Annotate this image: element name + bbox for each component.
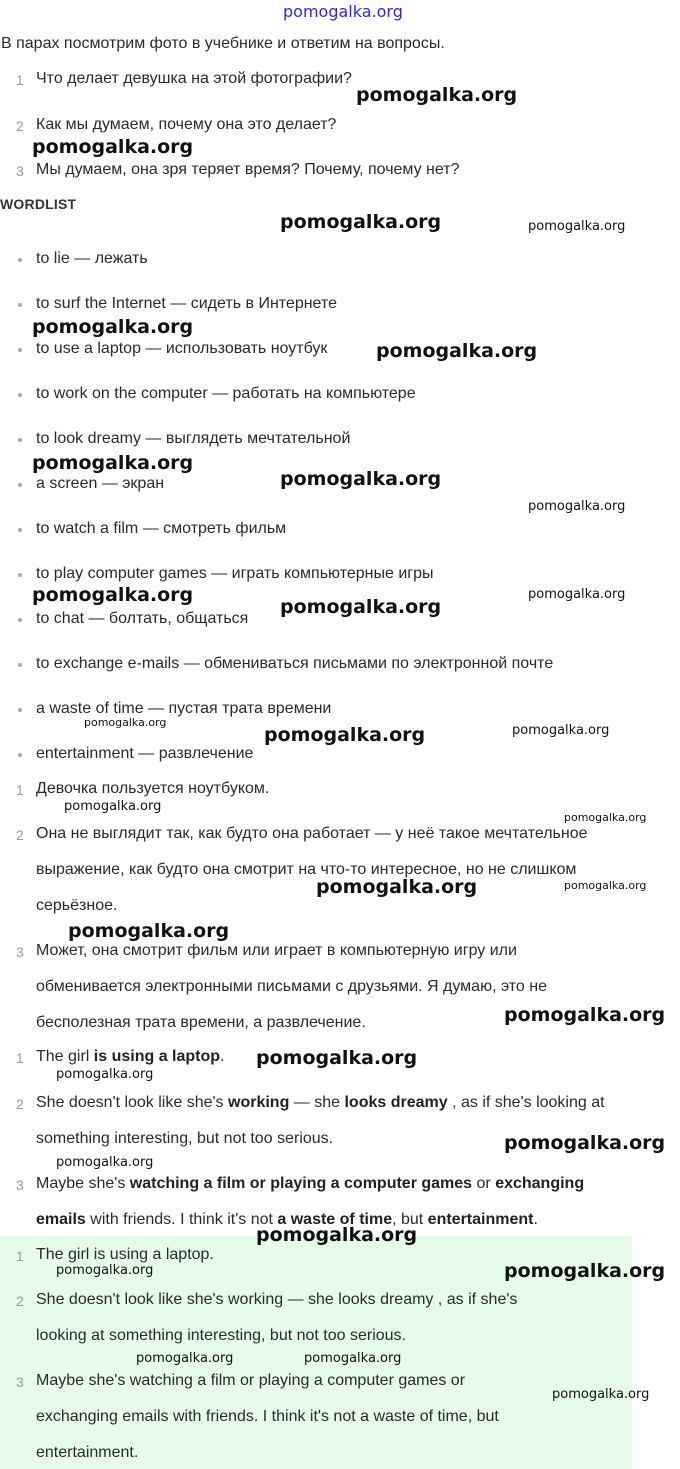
list-item: a screen — экран	[36, 475, 165, 492]
answer-line: Maybe she's watching a film or playing a computer games or exchanging	[36, 1175, 585, 1192]
watermark: pomogalka.org	[528, 219, 626, 234]
list-item: to play computer games — играть компьютерные игры	[36, 565, 434, 582]
bullet	[18, 618, 22, 622]
question-item: Что делает девушка на этой фотографии?	[36, 70, 352, 87]
watermark: pomogalka.org	[504, 1132, 666, 1154]
watermark: pomogalka.org	[564, 811, 647, 824]
bullet	[18, 663, 22, 667]
watermark: pomogalka.org	[256, 1224, 418, 1246]
watermark: pomogalka.org	[32, 452, 194, 474]
watermark: pomogalka.org	[56, 1155, 154, 1170]
list-number: 1	[16, 1050, 24, 1066]
list-item: to work on the computer — работать на компьютере	[36, 385, 416, 402]
watermark: pomogalka.org	[56, 1263, 154, 1278]
answer-line: exchanging emails with friends. I think it's not a waste of time, but	[36, 1408, 499, 1425]
watermark: pomogalka.org	[280, 468, 442, 490]
list-item: to look dreamy — выглядеть мечтательной	[36, 430, 351, 447]
answer-line: Девочка пользуется ноутбуком.	[36, 780, 270, 797]
watermark: pomogalka.org	[564, 879, 647, 892]
list-number: 2	[16, 1096, 24, 1112]
watermark: pomogalka.org	[356, 84, 518, 106]
bullet	[18, 438, 22, 442]
list-item: to use a laptop — использовать ноутбук	[36, 340, 328, 357]
answer-line: She doesn't look like she's working — she looks dreamy , as if she's	[36, 1291, 518, 1308]
answer-line: Она не выглядит так, как будто она работает — у неё такое мечтательное	[36, 825, 588, 842]
header-site-link[interactable]: pomogalka.org	[283, 2, 403, 21]
list-number: 1	[16, 1248, 24, 1264]
answer-line: обменивается электронными письмами с друзьями. Я думаю, это не	[36, 978, 547, 995]
bullet	[18, 348, 22, 352]
watermark: pomogalka.org	[280, 596, 442, 618]
bullet	[18, 708, 22, 712]
intro-text: В парах посмотрим фото в учебнике и ответим на вопросы.	[1, 35, 445, 52]
watermark: pomogalka.org	[528, 587, 626, 602]
watermark: pomogalka.org	[304, 1351, 402, 1366]
watermark: pomogalka.org	[64, 799, 162, 814]
bullet	[18, 393, 22, 397]
list-number: 3	[16, 1374, 24, 1390]
watermark: pomogalka.org	[376, 340, 538, 362]
answer-line: The girl is using a laptop.	[36, 1246, 214, 1263]
watermark: pomogalka.org	[528, 499, 626, 514]
answer-line: entertainment.	[36, 1444, 139, 1461]
list-number: 3	[16, 944, 24, 960]
watermark: pomogalka.org	[264, 724, 426, 746]
list-item: entertainment — развлечение	[36, 745, 254, 762]
list-number: 2	[16, 827, 24, 843]
watermark: pomogalka.org	[136, 1351, 234, 1366]
watermark: pomogalka.org	[56, 1067, 154, 1082]
list-number: 1	[16, 782, 24, 798]
watermark: pomogalka.org	[32, 316, 194, 338]
list-number: 1	[16, 72, 24, 88]
bullet	[18, 483, 22, 487]
list-number: 2	[16, 1293, 24, 1309]
bullet	[18, 753, 22, 757]
bullet	[18, 528, 22, 532]
watermark: pomogalka.org	[32, 136, 194, 158]
answer-line: The girl is using a laptop.	[36, 1048, 225, 1065]
watermark: pomogalka.org	[256, 1047, 418, 1069]
list-number: 3	[16, 1177, 24, 1193]
watermark: pomogalka.org	[84, 716, 167, 729]
answer-line: бесполезная трата времени, а развлечение.	[36, 1014, 366, 1031]
watermark: pomogalka.org	[504, 1260, 666, 1282]
bullet	[18, 573, 22, 577]
list-item: to exchange e-mails — обмениваться письмами по электронной почте	[36, 655, 554, 672]
list-number: 2	[16, 118, 24, 134]
watermark: pomogalka.org	[316, 876, 478, 898]
list-item: a waste of time — пустая трата времени	[36, 700, 332, 717]
watermark: pomogalka.org	[512, 723, 610, 738]
watermark: pomogalka.org	[504, 1004, 666, 1026]
list-item: to surf the Internet — сидеть в Интернете	[36, 295, 337, 312]
answer-line: выражение, как будто она смотрит на что-то интересное, но не слишком	[36, 861, 577, 878]
question-item: Как мы думаем, почему она это делает?	[36, 116, 337, 133]
list-item: to watch a film — смотреть фильм	[36, 520, 287, 537]
question-item: Мы думаем, она зря теряет время? Почему, почему нет?	[36, 161, 460, 178]
answer-line: emails with friends. I think it's not a waste of time, but entertainment.	[36, 1211, 538, 1228]
watermark: pomogalka.org	[68, 920, 230, 942]
answer-line: something interesting, but not too serious.	[36, 1130, 334, 1147]
bullet	[18, 258, 22, 262]
list-item: to chat — болтать, общаться	[36, 610, 249, 627]
wordlist-heading: WORDLIST	[0, 196, 77, 212]
list-item: to lie — лежать	[36, 250, 148, 267]
bullet	[18, 303, 22, 307]
answer-line: Может, она смотрит фильм или играет в компьютерную игру или	[36, 942, 517, 959]
watermark: pomogalka.org	[32, 584, 194, 606]
answer-line: She doesn't look like she's working — she looks dreamy , as if she's looking at	[36, 1094, 605, 1111]
answer-line: Maybe she's watching a film or playing a computer games or	[36, 1372, 466, 1389]
watermark: pomogalka.org	[280, 211, 442, 233]
answer-line: looking at something interesting, but not too serious.	[36, 1327, 406, 1344]
watermark: pomogalka.org	[552, 1387, 650, 1402]
answer-line: серьёзное.	[36, 897, 118, 914]
list-number: 3	[16, 163, 24, 179]
